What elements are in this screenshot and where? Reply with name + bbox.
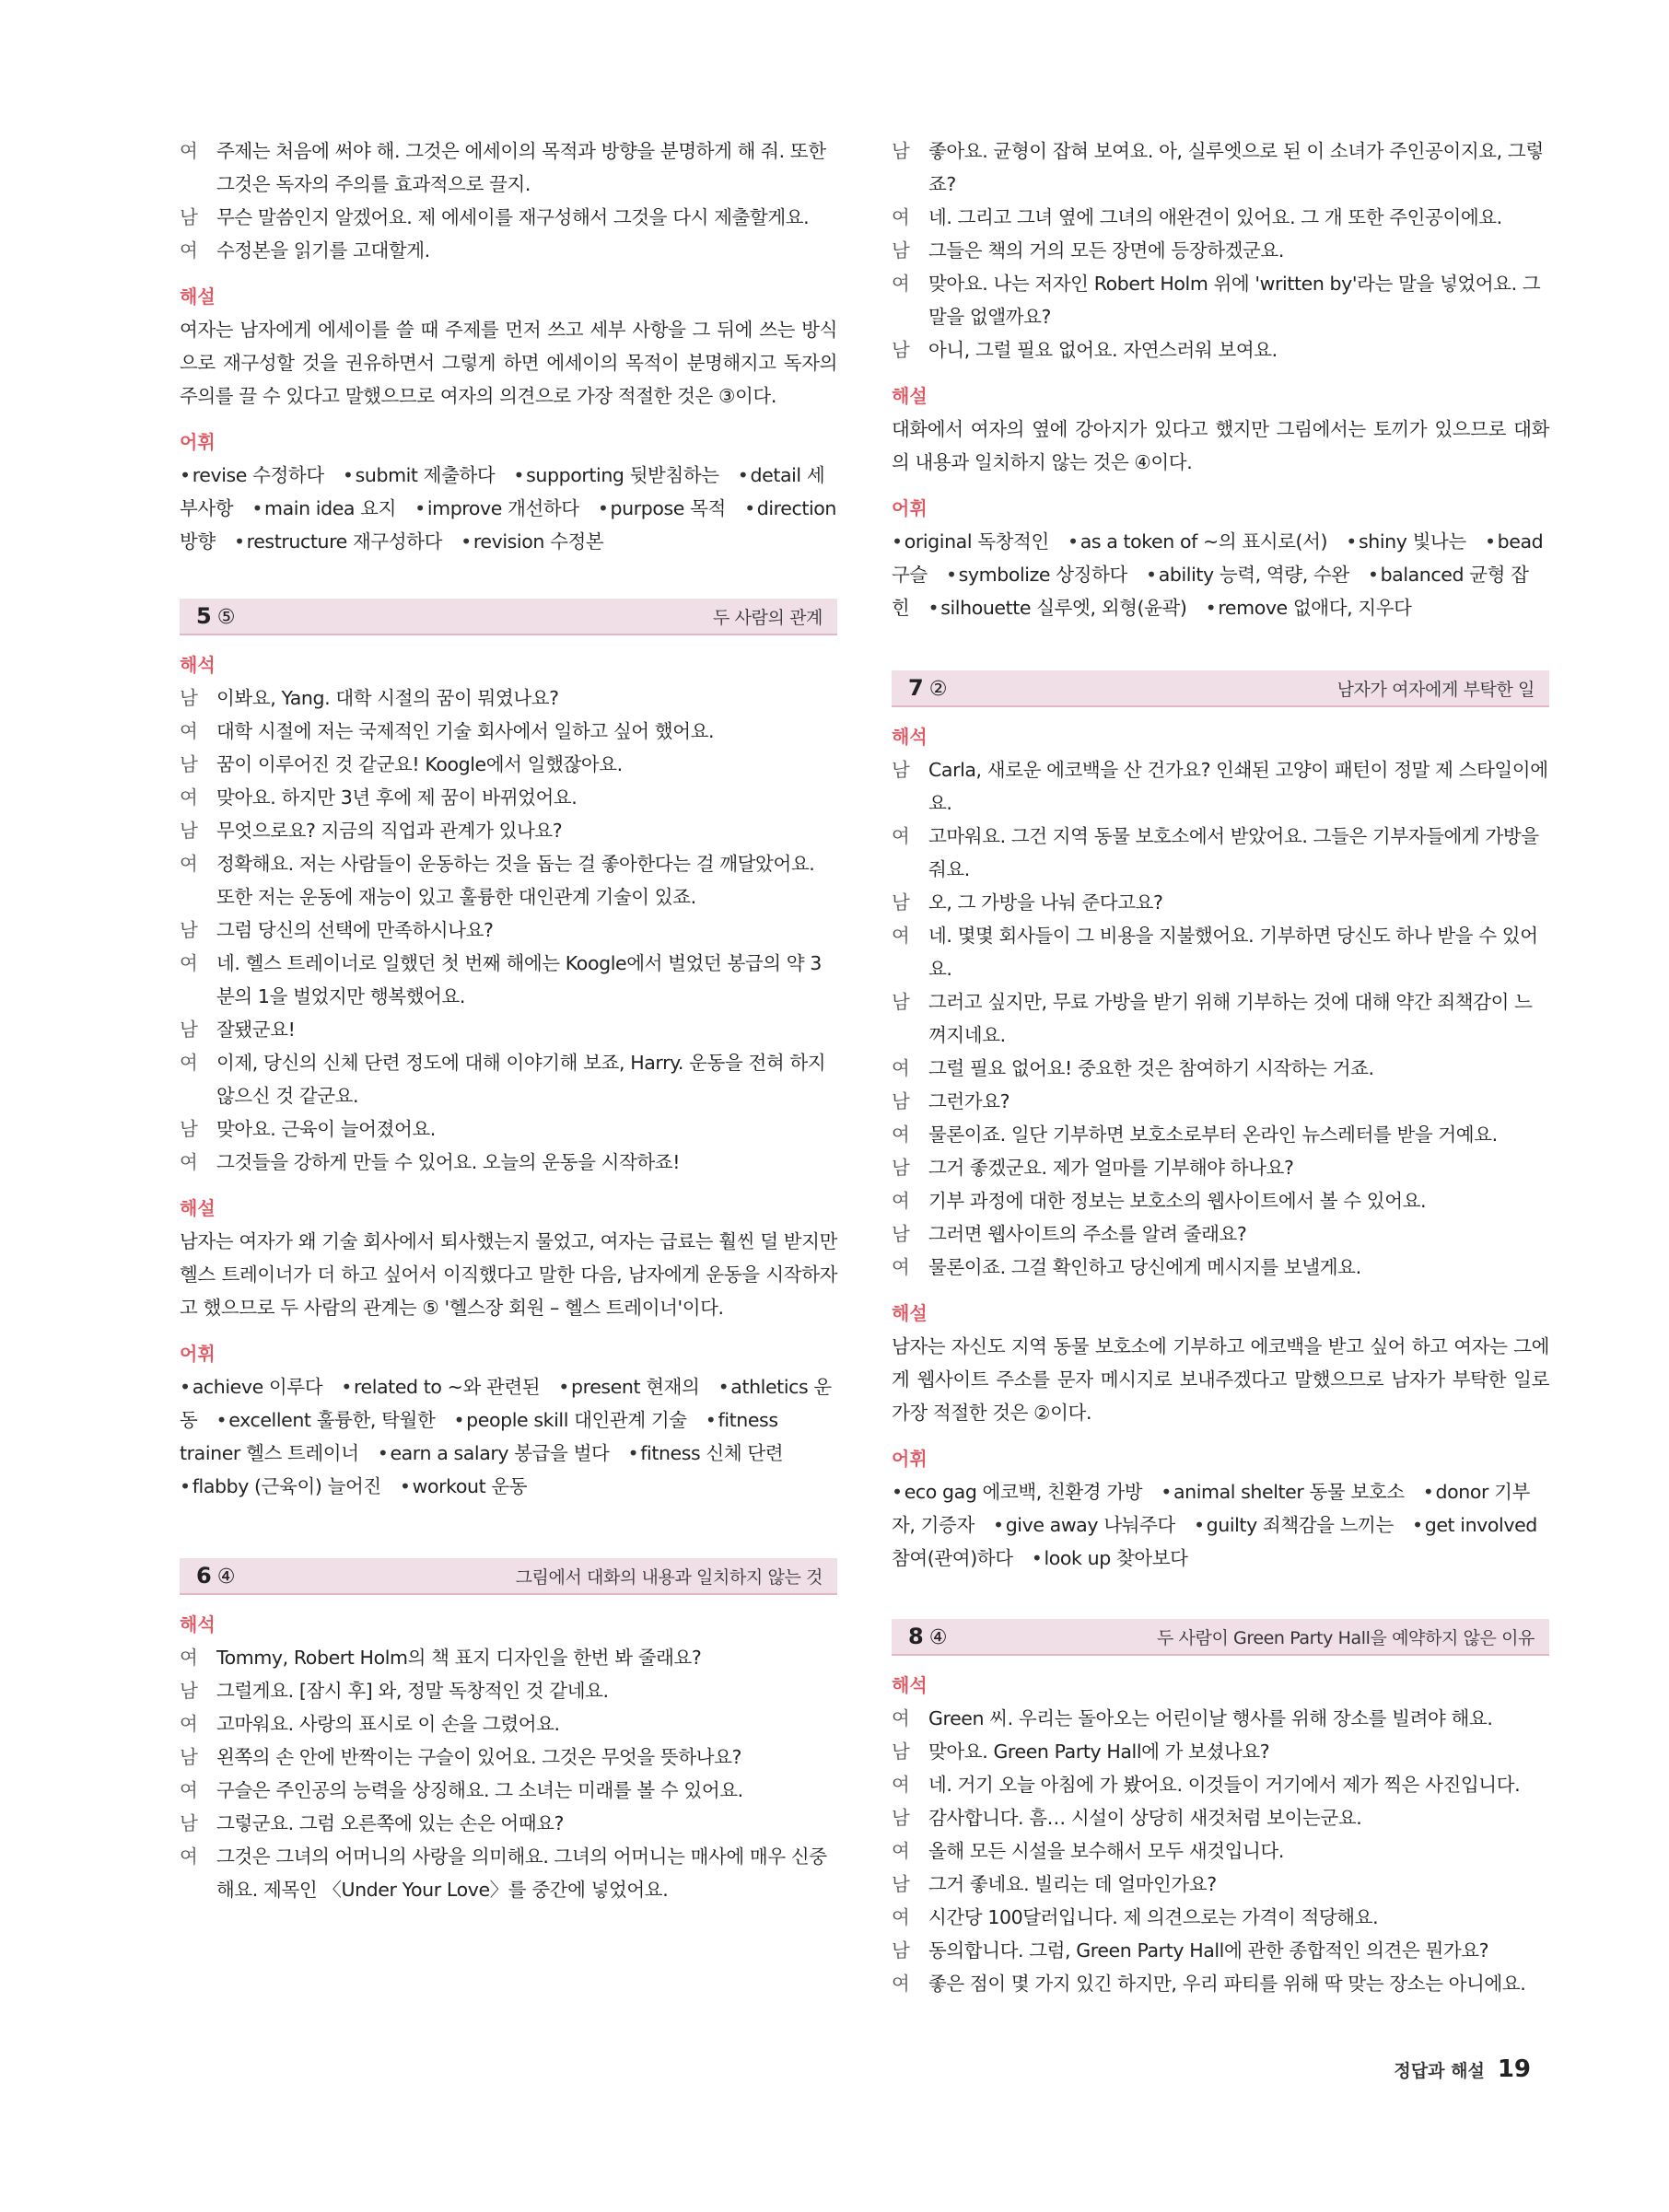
q5-answer: ⑤ <box>216 606 236 629</box>
dialogue-text: 이제, 당신의 신체 단련 정도에 대해 이야기해 보죠, Harry. 운동을 전혀 하지 않으신 것 같군요. <box>216 1052 826 1107</box>
dialogue-line <box>892 201 1549 234</box>
bullet-icon: • <box>414 497 426 519</box>
speaker-label: 여 <box>892 1707 910 1729</box>
dialogue-line <box>892 820 1549 886</box>
right-cont-dialogue <box>892 134 1549 367</box>
dialogue-text: 그러고 싶지만, 무료 가방을 받기 위해 기부하는 것에 대해 약간 죄책감이 느껴지네요. <box>928 991 1533 1046</box>
dialogue-text: 이봐요, Yang. 대학 시절의 꿈이 뭐였나요? <box>216 687 559 709</box>
vocab-text: revision 수정본 <box>473 530 604 553</box>
dialogue-line <box>892 267 1549 333</box>
vocab-item <box>251 497 396 519</box>
vocab-text: restructure 재구성하다 <box>246 530 442 553</box>
vocab-text: give away 나눠주다 <box>1005 1514 1175 1536</box>
vocab-text: supporting 뒷받침하는 <box>526 464 719 486</box>
speaker-label: 여 <box>180 1713 198 1735</box>
speaker-label: 남 <box>180 1118 198 1140</box>
speaker-label: 여 <box>892 1190 910 1212</box>
dialogue-text: Tommy, Robert Holm의 책 표지 디자인을 한번 봐 줄래요? <box>216 1647 702 1669</box>
speaker-label: 남 <box>180 753 198 775</box>
q6-number: 6 <box>196 1563 212 1589</box>
q5-dialogue <box>180 681 837 1179</box>
speaker-label: 남 <box>180 919 198 941</box>
vocab-text: purpose 목적 <box>610 497 726 519</box>
dialogue-line <box>180 914 837 947</box>
dialogue-text: 아니, 그럴 필요 없어요. 자연스러워 보여요. <box>928 339 1278 361</box>
speaker-label: 남 <box>180 206 198 228</box>
dialogue-text: Carla, 새로운 에코백을 산 건가요? 인쇄된 고양이 패턴이 정말 제 스타일이에요. <box>928 759 1548 814</box>
dialogue-line <box>892 1085 1549 1118</box>
q6-topic: 그림에서 대화의 내용과 일치하지 않는 것 <box>515 1566 823 1588</box>
vocab-item <box>180 1475 381 1497</box>
vocab-text: achieve 이루다 <box>192 1376 323 1398</box>
dialogue-text: 주제는 처음에 써야 해. 그것은 에세이의 목적과 방향을 분명하게 해 줘. 또한 그것은 독자의 주의를 효과적으로 끌지. <box>216 140 826 195</box>
right-cont-explain: 대화에서 여자의 옆에 강아지가 있다고 했지만 그림에서는 토끼가 있으므로 대화의 내용과 일치하지 않는 것은 ④이다. <box>892 418 1549 473</box>
speaker-label: 여 <box>180 1845 198 1868</box>
bullet-icon: • <box>233 530 245 553</box>
bullet-icon: • <box>1193 1514 1205 1536</box>
vocab-text: revise 수정하다 <box>192 464 324 486</box>
vocab-text: related to ~와 관련된 <box>353 1376 541 1398</box>
dialogue-text: 고마워요. 그건 지역 동물 보호소에서 받았어요. 그들은 기부자들에게 가방을 줘요. <box>928 825 1539 880</box>
q5-header <box>180 599 837 635</box>
speaker-label: 남 <box>892 991 910 1013</box>
vocab-text: shiny 빛나는 <box>1358 530 1466 553</box>
q7-explain: 남자는 자신도 지역 동물 보호소에 기부하고 에코백을 받고 싶어 하고 여자는 그에게 웹사이트 주소를 문자 메시지로 보내주겠다고 말했으므로 남자가 부탁한 일로 가장 적절한 것은 ②이다. <box>892 1335 1549 1424</box>
speaker-label: 여 <box>892 1123 910 1146</box>
speaker-label: 여 <box>180 1647 198 1669</box>
speaker-label: 여 <box>892 1057 910 1079</box>
dialogue-text: 맞아요. 나는 저자인 Robert Holm 위에 'written by'라는 말을 넣었어요. 그 말을 없앨까요? <box>928 273 1541 328</box>
bullet-icon: • <box>1412 1514 1423 1536</box>
vocab-text: ability 능력, 역량, 수완 <box>1158 564 1349 586</box>
q6-header <box>180 1558 837 1595</box>
q8-header <box>892 1619 1549 1656</box>
speaker-label: 여 <box>892 1840 910 1862</box>
dialogue-line <box>180 201 837 234</box>
dialogue-line <box>180 681 837 715</box>
speaker-label: 남 <box>892 1939 910 1962</box>
vocab-item <box>216 1409 436 1431</box>
dialogue-text: 기부 과정에 대한 정보는 보호소의 웹사이트에서 볼 수 있어요. <box>928 1190 1427 1212</box>
dialogue-line <box>180 1840 837 1906</box>
bullet-icon: • <box>597 497 609 519</box>
dialogue-text: 수정본을 읽기를 고대할게. <box>216 239 430 262</box>
vocab-text: balanced 균형 잡힌 <box>892 564 1529 619</box>
bullet-icon: • <box>1205 597 1217 619</box>
vocab-text: guilty 죄책감을 느끼는 <box>1206 1514 1394 1536</box>
dialogue-line <box>892 919 1549 985</box>
bullet-icon: • <box>1367 564 1379 586</box>
speaker-label: 여 <box>180 1052 198 1074</box>
left-cont-dialogue <box>180 134 837 267</box>
right-column <box>892 134 1549 2000</box>
right-cont-explain-label: 해설 <box>892 385 928 407</box>
speaker-label: 남 <box>892 1090 910 1112</box>
q7-explain-label: 해설 <box>892 1302 928 1324</box>
vocab-text: flabby (근육이) 늘어진 <box>192 1475 381 1497</box>
vocab-text: athletics 운동 <box>180 1376 832 1431</box>
q5-trans-label: 해석 <box>180 654 216 676</box>
bullet-icon: • <box>744 497 755 519</box>
dialogue-line <box>180 748 837 781</box>
dialogue-line <box>180 1707 837 1740</box>
q6-trans-label: 해석 <box>180 1613 216 1636</box>
vocab-item <box>343 464 495 486</box>
speaker-label: 남 <box>180 1812 198 1834</box>
dialogue-line <box>180 814 837 847</box>
dialogue-text: 네. 그리고 그녀 옆에 그녀의 애완견이 있어요. 그 개 또한 주인공이에요. <box>928 206 1502 228</box>
vocab-item <box>628 1442 784 1464</box>
q8-topic: 두 사람이 Green Party Hall을 예약하지 않은 이유 <box>1156 1627 1535 1648</box>
vocab-text: earn a salary 봉급을 벌다 <box>390 1442 610 1464</box>
dialogue-line <box>180 847 837 914</box>
q6-answer: ④ <box>216 1566 236 1589</box>
bullet-icon: • <box>251 497 263 519</box>
speaker-label: 남 <box>892 1873 910 1895</box>
speaker-label: 여 <box>892 1774 910 1796</box>
vocab-text: bead 구슬 <box>892 530 1544 586</box>
q5-explain: 남자는 여자가 왜 기술 회사에서 퇴사했는지 물었고, 여자는 급료는 훨씬 덜 받지만 헬스 트레이너가 더 하고 싶어서 이직했다고 말한 다음, 남자에게 운동을 시작하자고 했으므로 두 사람의 관계는 ⑤ '헬스장 회원 – 헬스 트레이너'이다. <box>180 1230 837 1319</box>
vocab-item <box>1161 1481 1404 1503</box>
dialogue-line <box>892 1052 1549 1085</box>
vocab-text: present 현재의 <box>571 1376 700 1398</box>
bullet-icon: • <box>180 1475 191 1497</box>
bullet-icon: • <box>1161 1481 1172 1503</box>
vocab-item <box>414 497 579 519</box>
right-cont-vocab-label: 어휘 <box>892 497 928 519</box>
dialogue-line <box>892 1967 1549 2000</box>
vocab-text: look up 찾아보다 <box>1044 1547 1188 1569</box>
speaker-label: 여 <box>892 825 910 847</box>
dialogue-line <box>180 1674 837 1707</box>
dialogue-text: 네. 헬스 트레이너로 일했던 첫 번째 해에는 Koogle에서 벌었던 봉급의 약 3분의 1을 벌었지만 행복했어요. <box>216 952 822 1007</box>
bullet-icon: • <box>558 1376 569 1398</box>
vocab-item <box>1068 530 1327 553</box>
dialogue-text: 왼쪽의 손 안에 반짝이는 구슬이 있어요. 그것은 무엇을 뜻하나요? <box>216 1746 742 1768</box>
vocab-item <box>1206 597 1412 619</box>
q7-vocab <box>892 1475 1549 1575</box>
q8-answer: ④ <box>928 1626 948 1649</box>
vocab-text: fitness trainer 헬스 트레이너 <box>180 1409 778 1464</box>
dialogue-line <box>180 715 837 748</box>
dialogue-text: 그럼 당신의 선택에 만족하시나요? <box>216 919 494 941</box>
dialogue-line <box>892 1735 1549 1768</box>
bullet-icon: • <box>718 1376 729 1398</box>
bullet-icon: • <box>461 530 472 553</box>
dialogue-text: 대학 시절에 저는 국제적인 기술 회사에서 일하고 싶어 했어요. <box>216 720 715 742</box>
dialogue-text: Green 씨. 우리는 돌아오는 어린이날 행사를 위해 장소를 빌려야 해요. <box>928 1707 1493 1729</box>
dialogue-text: 시간당 100달러입니다. 제 의견으로는 가격이 적당해요. <box>928 1906 1379 1928</box>
dialogue-text: 맞아요. 하지만 3년 후에 제 꿈이 바뀌었어요. <box>216 786 578 809</box>
vocab-text: get involved 참여(관여)하다 <box>892 1514 1537 1569</box>
speaker-label: 남 <box>180 1746 198 1768</box>
q8-number: 8 <box>908 1624 924 1649</box>
left-cont-explain-label: 해설 <box>180 285 216 308</box>
dialogue-text: 올해 모든 시설을 보수해서 모두 새것입니다. <box>928 1840 1284 1862</box>
vocab-item <box>928 597 1187 619</box>
dialogue-text: 맞아요. 근육이 늘어졌어요. <box>216 1118 436 1140</box>
speaker-label: 남 <box>892 1223 910 1245</box>
vocab-item <box>1146 564 1349 586</box>
dialogue-line <box>892 1901 1549 1934</box>
vocab-item <box>1346 530 1466 553</box>
vocab-item <box>234 530 442 553</box>
speaker-label: 남 <box>892 239 910 262</box>
dialogue-text: 그들은 책의 거의 모든 장면에 등장하겠군요. <box>928 239 1284 262</box>
vocab-text: submit 제출하다 <box>355 464 496 486</box>
dialogue-text: 구슬은 주인공의 능력을 상징해요. 그 소녀는 미래를 볼 수 있어요. <box>216 1779 743 1801</box>
dialogue-line <box>180 134 837 201</box>
bullet-icon: • <box>342 464 354 486</box>
bullet-icon: • <box>627 1442 639 1464</box>
vocab-text: silhouette 실루엣, 외형(윤곽) <box>940 597 1187 619</box>
speaker-label: 여 <box>892 206 910 228</box>
left-cont-vocab-label: 어휘 <box>180 431 216 453</box>
q8-dialogue <box>892 1702 1549 2000</box>
dialogue-line <box>892 1768 1549 1801</box>
dialogue-line <box>180 1740 837 1774</box>
bullet-icon: • <box>892 530 903 553</box>
speaker-label: 여 <box>892 273 910 295</box>
dialogue-text: 물론이죠. 일단 기부하면 보호소로부터 온라인 뉴스레터를 받을 거예요. <box>928 1123 1498 1146</box>
bullet-icon: • <box>737 464 749 486</box>
vocab-item <box>180 1376 322 1398</box>
dialogue-text: 네. 몇몇 회사들이 그 비용을 지불했어요. 기부하면 당신도 하나 받을 수 있어요. <box>928 925 1538 980</box>
dialogue-text: 그것은 그녀의 어머니의 사랑을 의미해요. 그녀의 어머니는 매사에 매우 신중해요. 제목인 〈Under Your Love〉를 중간에 넣었어요. <box>216 1845 827 1901</box>
right-cont-vocab <box>892 525 1549 624</box>
dialogue-line <box>892 134 1549 201</box>
vocab-text: excellent 훌륭한, 탁월한 <box>228 1409 436 1431</box>
dialogue-line <box>180 1807 837 1840</box>
dialogue-text: 정확해요. 저는 사람들이 운동하는 것을 돕는 걸 좋아한다는 걸 깨달았어요. 또한 저는 운동에 재능이 있고 훌륭한 대인관계 기술이 있죠. <box>216 853 815 908</box>
vocab-item <box>461 530 603 553</box>
dialogue-line <box>892 333 1549 367</box>
vocab-item <box>993 1514 1175 1536</box>
dialogue-line <box>180 234 837 267</box>
dialogue-line <box>180 947 837 1013</box>
dialogue-line <box>180 1013 837 1046</box>
page-number: 19 <box>1497 2055 1531 2083</box>
dialogue-text: 그러면 웹사이트의 주소를 알려 줄래요? <box>928 1223 1247 1245</box>
speaker-label: 여 <box>180 786 198 809</box>
vocab-text: eco gag 에코백, 친환경 가방 <box>904 1481 1143 1503</box>
bullet-icon: • <box>1346 530 1357 553</box>
speaker-label: 여 <box>892 1906 910 1928</box>
bullet-icon: • <box>180 1376 191 1398</box>
vocab-item <box>341 1376 540 1398</box>
q5-vocab <box>180 1370 837 1503</box>
q5-vocab-label: 어휘 <box>180 1343 216 1365</box>
dialogue-text: 그런가요? <box>928 1090 1010 1112</box>
bullet-icon: • <box>1484 530 1496 553</box>
vocab-text: original 독창적인 <box>904 530 1049 553</box>
speaker-label: 남 <box>892 1740 910 1763</box>
bullet-icon: • <box>1031 1547 1043 1569</box>
q6-dialogue <box>180 1641 837 1906</box>
speaker-label: 여 <box>180 853 198 875</box>
dialogue-text: 고마워요. 사랑의 표시로 이 손을 그렸어요. <box>216 1713 560 1735</box>
dialogue-text: 잘됐군요! <box>216 1019 296 1041</box>
dialogue-text: 무엇으로요? 지금의 직업과 관계가 있나요? <box>216 820 563 842</box>
dialogue-text: 좋아요. 균형이 잡혀 보여요. 아, 실루엣으로 된 이 소녀가 주인공이지요, 그렇죠? <box>928 140 1544 195</box>
speaker-label: 여 <box>180 239 198 262</box>
bullet-icon: • <box>945 564 957 586</box>
bullet-icon: • <box>513 464 525 486</box>
speaker-label: 남 <box>892 1807 910 1829</box>
left-cont-vocab <box>180 459 837 558</box>
speaker-label: 여 <box>180 1779 198 1801</box>
dialogue-text: 동의합니다. 그럼, Green Party Hall에 관한 종합적인 의견은 뭔가요? <box>928 1939 1489 1962</box>
vocab-text: workout 운동 <box>412 1475 528 1497</box>
q8-trans-label: 해석 <box>892 1674 928 1696</box>
vocab-item <box>1194 1514 1394 1536</box>
dialogue-line <box>892 1702 1549 1735</box>
vocab-text: detail 세부사항 <box>180 464 825 519</box>
dialogue-line <box>892 1834 1549 1868</box>
dialogue-text: 무슨 말씀인지 알겠어요. 제 에세이를 재구성해서 그것을 다시 제출할게요. <box>216 206 810 228</box>
speaker-label: 여 <box>892 1256 910 1278</box>
dialogue-line <box>892 1801 1549 1834</box>
vocab-text: remove 없애다, 지우다 <box>1218 597 1412 619</box>
dialogue-text: 맞아요. Green Party Hall에 가 보셨나요? <box>928 1740 1270 1763</box>
vocab-text: people skill 대인관계 기술 <box>466 1409 687 1431</box>
vocab-item <box>513 464 718 486</box>
speaker-label: 남 <box>892 339 910 361</box>
dialogue-text: 그럴 필요 없어요! 중요한 것은 참여하기 시작하는 거죠. <box>928 1057 1374 1079</box>
dialogue-text: 그것들을 강하게 만들 수 있어요. 오늘의 운동을 시작하죠! <box>216 1151 681 1173</box>
speaker-label: 남 <box>180 1680 198 1702</box>
dialogue-line <box>892 234 1549 267</box>
q5-number: 5 <box>196 603 212 629</box>
vocab-item <box>558 1376 699 1398</box>
bullet-icon: • <box>377 1442 389 1464</box>
vocab-text: main idea 요지 <box>264 497 396 519</box>
dialogue-text: 좋은 점이 몇 가지 있긴 하지만, 우리 파티를 위해 딱 맞는 장소는 아니에요. <box>928 1973 1526 1995</box>
dialogue-line <box>892 1934 1549 1967</box>
speaker-label: 남 <box>892 759 910 781</box>
dialogue-line <box>892 1251 1549 1284</box>
speaker-label: 남 <box>892 891 910 914</box>
dialogue-line <box>892 1118 1549 1151</box>
vocab-text: donor 기부자, 기증자 <box>892 1481 1530 1536</box>
dialogue-line <box>892 1868 1549 1901</box>
vocab-text: symbolize 상징하다 <box>958 564 1127 586</box>
dialogue-line <box>892 886 1549 919</box>
q5-explain-label: 해설 <box>180 1197 216 1219</box>
q7-answer: ② <box>928 678 948 701</box>
vocab-item <box>400 1475 527 1497</box>
vocab-text: fitness 신체 단련 <box>640 1442 784 1464</box>
q7-header <box>892 670 1549 707</box>
bullet-icon: • <box>216 1409 228 1431</box>
bullet-icon: • <box>341 1376 352 1398</box>
dialogue-line <box>180 1112 837 1146</box>
vocab-item <box>892 530 1049 553</box>
vocab-item <box>378 1442 610 1464</box>
dialogue-line <box>180 1146 837 1179</box>
speaker-label: 여 <box>180 1151 198 1173</box>
dialogue-text: 오, 그 가방을 나눠 준다고요? <box>928 891 1163 914</box>
bullet-icon: • <box>928 597 940 619</box>
bullet-icon: • <box>399 1475 411 1497</box>
dialogue-text: 그럴게요. [잠시 후] 와, 정말 독창적인 것 같네요. <box>216 1680 609 1702</box>
speaker-label: 여 <box>180 720 198 742</box>
vocab-item <box>892 1481 1142 1503</box>
dialogue-text: 그거 좋네요. 빌리는 데 얼마인가요? <box>928 1873 1217 1895</box>
vocab-item <box>453 1409 686 1431</box>
dialogue-line <box>892 1184 1549 1217</box>
dialogue-line <box>180 1641 837 1674</box>
vocab-item <box>598 497 726 519</box>
q7-vocab-label: 어휘 <box>892 1448 928 1470</box>
dialogue-line <box>180 781 837 814</box>
dialogue-line <box>892 753 1549 820</box>
speaker-label: 남 <box>180 820 198 842</box>
q7-dialogue <box>892 753 1549 1284</box>
dialogue-text: 그거 좋겠군요. 제가 얼마를 기부해야 하나요? <box>928 1157 1294 1179</box>
bullet-icon: • <box>1146 564 1157 586</box>
bullet-icon: • <box>180 464 191 486</box>
bullet-icon: • <box>1067 530 1079 553</box>
dialogue-text: 감사합니다. 흠… 시설이 상당히 새것처럼 보이는군요. <box>928 1807 1362 1829</box>
q7-trans-label: 해석 <box>892 726 928 748</box>
page-footer <box>1394 2055 1531 2083</box>
speaker-label: 남 <box>180 1019 198 1041</box>
vocab-text: animal shelter 동물 보호소 <box>1173 1481 1405 1503</box>
speaker-label: 남 <box>892 1157 910 1179</box>
q7-topic: 남자가 여자에게 부탁한 일 <box>1336 679 1535 700</box>
speaker-label: 남 <box>180 687 198 709</box>
footer-title: 정답과 해설 <box>1394 2061 1485 2081</box>
dialogue-line <box>892 1217 1549 1251</box>
dialogue-line <box>180 1774 837 1807</box>
vocab-item <box>946 564 1127 586</box>
dialogue-line <box>892 1151 1549 1184</box>
vocab-item <box>180 464 324 486</box>
q7-number: 7 <box>908 675 924 701</box>
speaker-label: 여 <box>180 952 198 974</box>
speaker-label: 여 <box>180 140 198 162</box>
vocab-text: direction 방향 <box>180 497 837 553</box>
dialogue-line <box>180 1046 837 1112</box>
left-column <box>180 134 837 1906</box>
q5-topic: 두 사람의 관계 <box>712 607 823 628</box>
dialogue-text: 네. 거기 오늘 아침에 가 봤어요. 이것들이 거기에서 제가 찍은 사진입니다. <box>928 1774 1521 1796</box>
speaker-label: 남 <box>892 140 910 162</box>
left-cont-explain: 여자는 남자에게 에세이를 쓸 때 주제를 먼저 쓰고 세부 사항을 그 뒤에 쓰는 방식으로 재구성할 것을 권유하면서 그렇게 하면 에세이의 목적이 분명해지고 독자의 주의를 끌 수 있다고 말했으므로 여자의 의견으로 가장 적절한 것은 ③이다. <box>180 319 837 407</box>
dialogue-text: 물론이죠. 그걸 확인하고 당신에게 메시지를 보낼게요. <box>928 1256 1361 1278</box>
vocab-text: improve 개선하다 <box>426 497 579 519</box>
dialogue-line <box>892 985 1549 1052</box>
speaker-label: 여 <box>892 1973 910 1995</box>
dialogue-text: 꿈이 이루어진 것 같군요! Koogle에서 일했잖아요. <box>216 753 623 775</box>
bullet-icon: • <box>705 1409 717 1431</box>
bullet-icon: • <box>453 1409 465 1431</box>
dialogue-text: 그렇군요. 그럼 오른쪽에 있는 손은 어때요? <box>216 1812 565 1834</box>
speaker-label: 여 <box>892 925 910 947</box>
bullet-icon: • <box>992 1514 1004 1536</box>
bullet-icon: • <box>1422 1481 1434 1503</box>
bullet-icon: • <box>892 1481 903 1503</box>
vocab-item <box>1032 1547 1188 1569</box>
vocab-text: as a token of ~의 표시로(서) <box>1080 530 1328 553</box>
